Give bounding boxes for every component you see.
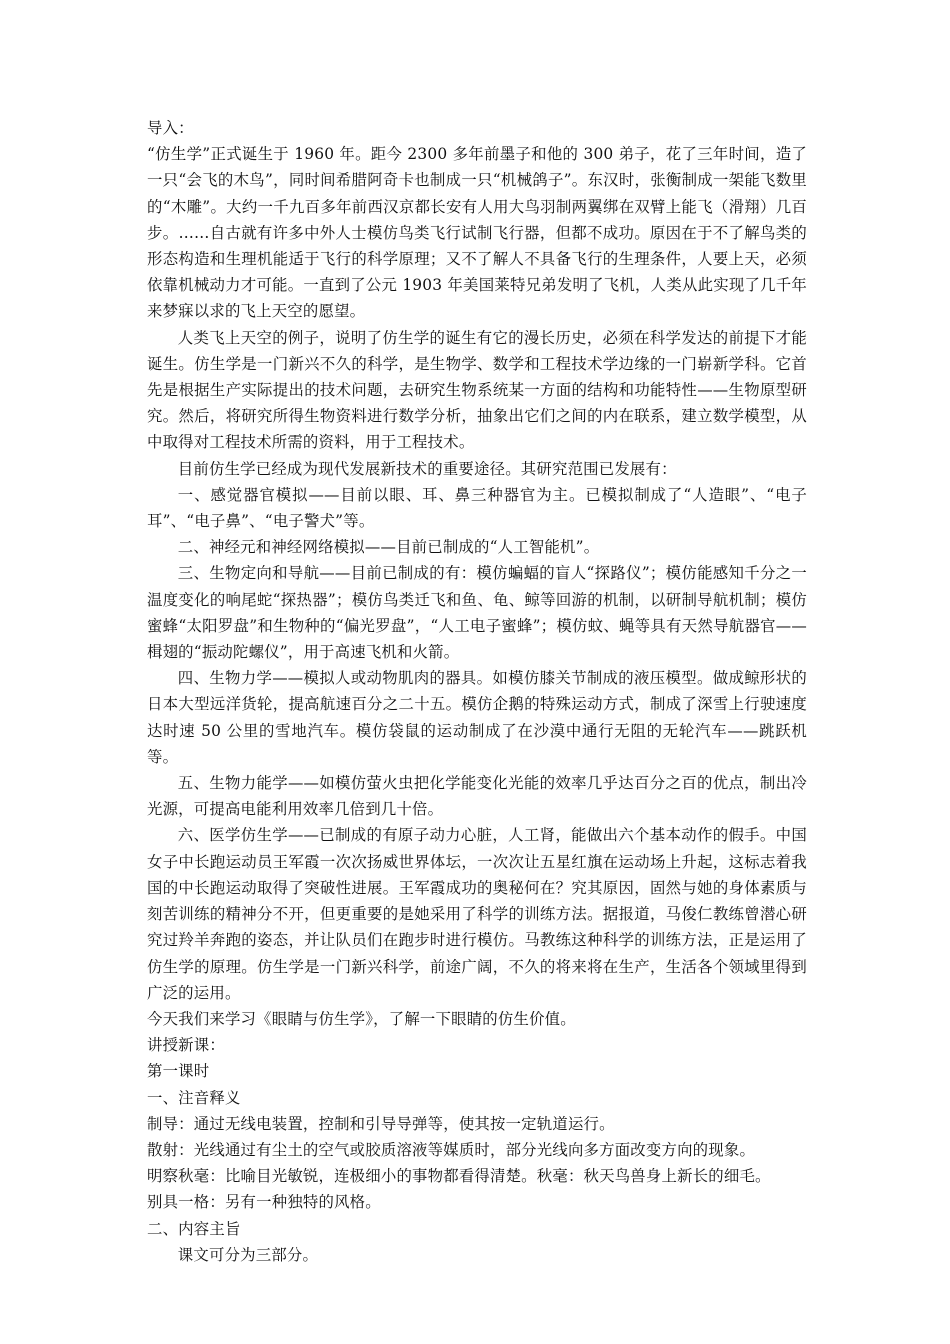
paragraph-medical-bionics: 六、医学仿生学——已制成的有原子动力心脏，人工肾，能做出六个基本动作的假手。中国女子中长跑运动员王军霞一次次扬威世界体坛，一次次让五星红旗在运动场上升起，这标志着我国的中长跑运动取得了突破性进展。王军霞成功的奥秘何在？究其原因，固然与她的身体素质与刻苦训练的精神分不开，但更重要的是她采用了科学的训练方法。据报道，马俊仁教练曾潜心研究过羚羊奔跑的姿态，并让队员们在跑步时进行模仿。马教练这种科学的训练方法，正是运用了仿生学的原理。仿生学是一门新兴科学，前途广阔，不久的将来将在生产，生活各个领域里得到广泛的运用。 xyxy=(147,826,807,1002)
paragraph-history: “仿生学”正式诞生于 1960 年。距今 2300 多年前墨子和他的 300 弟子，花了三年时间，造了一只“会飞的木鸟”，同时间希腊阿奇卡也制成一只“机械鸽子”。东汉时，张衡制成一架能飞数里的“木雕”。大约一千九百多年前西汉京都长安有人用大鸟羽制两翼绑在双臂上能飞（滑翔）几百步。……自古就有许多中外人士模仿鸟类飞行试制飞行器，但都不成功。原因在于不了解鸟类的形态构造和生理机能适于飞行的科学原理；又不了解人不具备飞行的生理条件，人要上天，必须依靠机械动力才可能。一直到了公元 1903 年美国莱特兄弟发明了飞机，人类从此实现了几千年来梦寐以求的飞上天空的愿望。 xyxy=(147,145,807,321)
paragraph-neural-networks: 二、神经元和神经网络模拟——目前已制成的“人工智能机”。 xyxy=(177,538,600,557)
paragraph-today-lesson: 今天我们来学习《眼睛与仿生学》，了解一下眼睛的仿生价值。 xyxy=(147,1009,576,1028)
paragraph-definition: 人类飞上天空的例子，说明了仿生学的诞生有它的漫长历史，必须在科学发达的前提下才能诞生。仿生学是一门新兴不久的科学，是生物学、数学和工程技术学边缘的一门崭新学科。它首先是根据生产实际提出的技术问题，去研究生物系统某一方面的结构和功能特性——生物原型研究。然后，将研究所得生物资料进行数学分析，抽象出它们之间的内在联系，建立数学模型，从中取得对工程技术所需的资料，用于工程技术。 xyxy=(147,328,807,452)
gloss-keen-eye: 明察秋毫：比喻目光敏锐，连极细小的事物都看得清楚。秋毫：秋天鸟兽身上新长的细毛。 xyxy=(147,1167,771,1186)
paragraph-scope-intro: 目前仿生学已经成为现代发展新技术的重要途径。其研究范围已发展有： xyxy=(177,459,677,478)
lesson-one-heading: 第一课时 xyxy=(147,1062,210,1081)
paragraph-biomechanics: 四、生物力学——模拟人或动物肌肉的器具。如模仿膝关节制成的液压模型。做成鲸形状的日本大型远洋货轮，提高航速百分之二十五。模仿企鹅的特殊运动方式，制成了深雪上行驶速度达时速 50 公里的雪地汽车。模仿袋鼠的运动制成了在沙漠中通行无阻的无轮汽车——跳跃机等。 xyxy=(147,669,807,766)
document-page xyxy=(147,115,807,1268)
gloss-unique-style: 别具一格：另有一种独特的风格。 xyxy=(147,1193,381,1212)
section-pronunciation-heading: 一、注音释义 xyxy=(147,1088,241,1107)
section-content-heading: 二、内容主旨 xyxy=(147,1219,241,1238)
paragraph-navigation: 三、生物定向和导航——目前已制成的有：模仿蝙蝠的盲人“探路仪”；模仿能感知千分之一温度变化的响尾蛇“探热器”；模仿鸟类迁飞和鱼、龟、鲸等回游的机制，以研制导航机制；模仿蜜蜂“太阳罗盘”和生物种的“偏光罗盘”，“人工电子蜜蜂”；模仿蚊、蝇等具有天然导航器官——楫翅的“振动陀螺仪”，用于高速飞机和火箭。 xyxy=(147,564,807,662)
intro-heading: 导入： xyxy=(147,119,194,137)
paragraph-bioenergetics: 五、生物力能学——如模仿萤火虫把化学能变化光能的效率几乎达百分之百的优点，制出冷光源，可提高电能利用效率几倍到几十倍。 xyxy=(147,774,807,819)
lecture-heading: 讲授新课： xyxy=(147,1036,225,1055)
gloss-scattering: 散射：光线通过有尘土的空气或胶质溶液等媒质时，部分光线向多方面改变方向的现象。 xyxy=(147,1140,756,1159)
paragraph-sense-organs: 一、感觉器官模拟——目前以眼、耳、鼻三种器官为主。已模拟制成了“人造眼”、“电子耳”、“电子鼻”、“电子警犬”等。 xyxy=(147,485,807,531)
gloss-guidance: 制导：通过无线电装置，控制和引导导弹等，使其按一定轨道运行。 xyxy=(147,1114,615,1133)
paragraph-three-parts: 课文可分为三部分。 xyxy=(177,1245,319,1264)
